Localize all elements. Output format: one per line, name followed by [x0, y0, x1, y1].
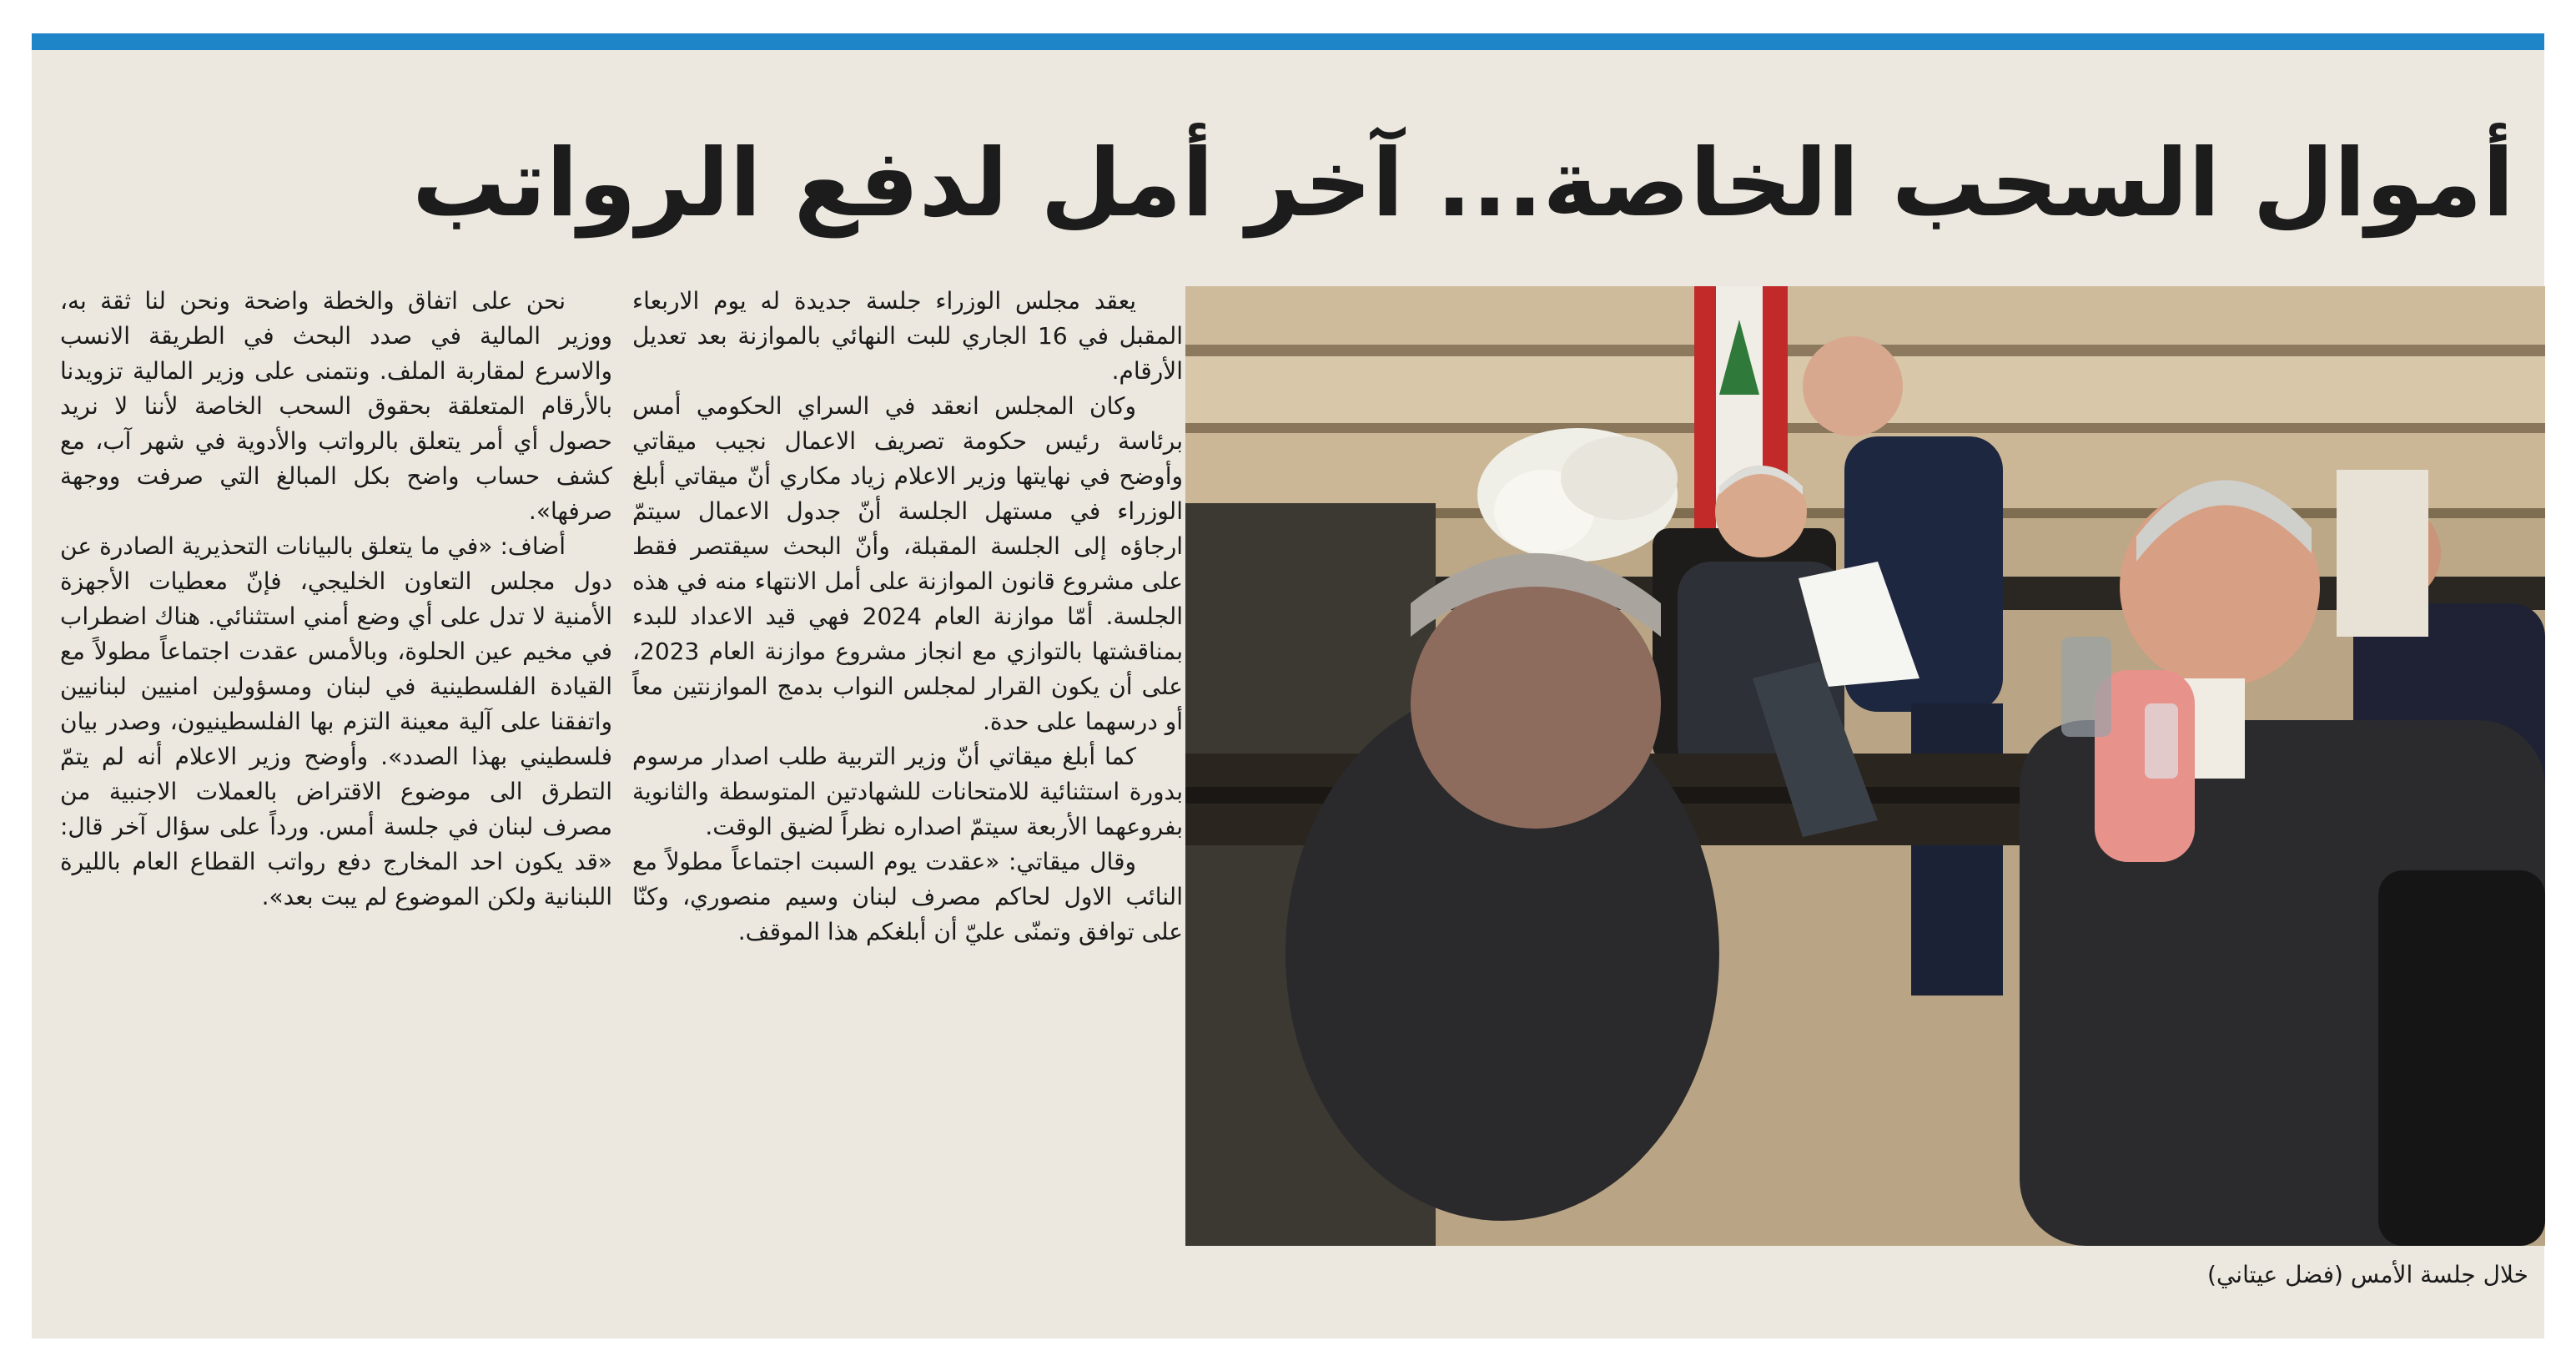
paragraph: كما أبلغ ميقاتي أنّ وزير التربية طلب اصدار مرسوم بدورة استثنائية للامتحانات للشهادتين المتوسطة والثانوية بفروعهما الأربعة سيتمّ اصداره نظراً لضيق الوقت. — [632, 743, 1183, 840]
cabinet-meeting-photo — [1185, 286, 2545, 1246]
paragraph: وكان المجلس انعقد في السراي الحكومي أمس برئاسة رئيس حكومة تصريف الاعمال نجيب ميقاتي وأوضح في نهايتها وزير الاعلام زياد مكاري أنّ ميقاتي أبلغ الوزراء في مستهل الجلسة أنّ جدول الاعمال سيتمّ ارجاؤه إلى الجلسة المقبلة، وأنّ البحث سيقتصر فقط على مشروع قانون الموازنة على أمل الانتهاء منه في هذه الجلسة. أمّا موازنة العام 2024 فهي قيد الاعداد للبدء بمناقشتها بالتوازي مع انجاز مشروع موازنة العام 2023، على أن يكون القرار لمجلس النواب بدمج الموازنتين معاً أو درسهما على حدة. — [632, 392, 1183, 735]
top-accent-rule — [32, 33, 2544, 50]
photo-caption: خلال جلسة الأمس (فضل عيتاني) — [2207, 1261, 2528, 1288]
article-headline: أموال السحب الخاصة... آخر أمل لدفع الرواتب — [412, 129, 2514, 238]
article-column-right — [632, 284, 1183, 1343]
paragraph: نحن على اتفاق والخطة واضحة ونحن لنا ثقة به، ووزير المالية في صدد البحث في الطريقة الانسب والاسرع لمقاربة الملف. ونتمنى على وزير المالية تزويدنا بالأرقام المتعلقة بحقوق السحب الخاصة لأننا لا نريد حصول أي أمر يتعلق بالرواتب والأدوية في شهر آب، مع كشف حساب واضح بكل المبالغ التي صرفت ووجهة صرفها». — [60, 287, 612, 525]
article-column-left — [60, 284, 612, 1343]
paragraph: وقال ميقاتي: «عقدت يوم السبت اجتماعاً مطولاً مع النائب الاول لحاكم مصرف لبنان وسيم منصوري، وكنّا على توافق وتمنّى عليّ أن أبلغكم هذا الموقف. — [632, 848, 1183, 945]
paragraph: أضاف: «في ما يتعلق بالبيانات التحذيرية الصادرة عن دول مجلس التعاون الخليجي، فإنّ معطيات الأجهزة الأمنية لا تدل على أي وضع أمني استثنائي. هناك اضطراب في مخيم عين الحلوة، وبالأمس عقدت اجتماعاً مطولاً مع القيادة الفلسطينية في لبنان ومسؤولين امنيين لبنانيين واتفقنا على آلية معينة التزم بها الفلسطينيون، وصدر بيان فلسطيني بهذا الصدد». وأوضح وزير الاعلام أنه لم يتمّ التطرق الى موضوع الاقتراض بالعملات الاجنبية من مصرف لبنان في جلسة أمس. ورداً على سؤال آخر قال: «قد يكون احد المخارج دفع رواتب القطاع العام بالليرة اللبنانية ولكن الموضوع لم يبت بعد». — [60, 532, 612, 910]
paragraph: يعقد مجلس الوزراء جلسة جديدة له يوم الاربعاء المقبل في 16 الجاري للبت النهائي بالموازنة بعد تعديل الأرقام. — [632, 287, 1183, 385]
photo-illustration — [1185, 286, 2545, 1246]
newspaper-page — [32, 33, 2544, 1338]
